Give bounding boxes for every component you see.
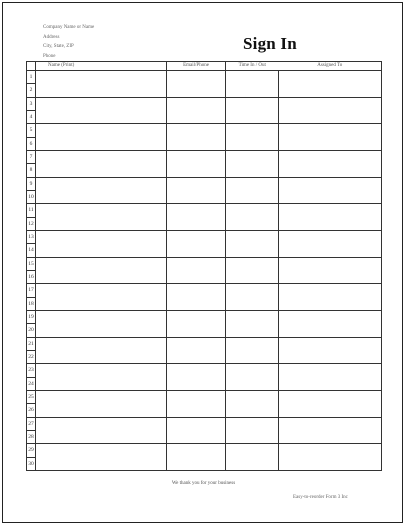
name-cell[interactable] (36, 150, 167, 177)
name-cell[interactable] (36, 177, 167, 204)
email-phone-cell[interactable] (167, 337, 226, 364)
row-number: 7 (27, 150, 36, 163)
assigned-cell[interactable] (279, 257, 382, 284)
time-cell[interactable] (226, 284, 279, 311)
table-body (27, 71, 382, 471)
signin-table (26, 61, 382, 471)
name-cell[interactable] (36, 337, 167, 364)
email-phone-cell[interactable] (167, 177, 226, 204)
table-row (27, 390, 382, 403)
table-row (27, 444, 382, 457)
email-phone-cell[interactable] (167, 444, 226, 471)
row-number: 5 (27, 124, 36, 137)
assigned-cell[interactable] (279, 97, 382, 124)
time-cell[interactable] (226, 204, 279, 231)
email-phone-cell[interactable] (167, 97, 226, 124)
table-header-row (27, 62, 382, 71)
row-number: 19 (27, 310, 36, 323)
assigned-cell[interactable] (279, 337, 382, 364)
row-number: 11 (27, 204, 36, 217)
table-row (27, 124, 382, 137)
email-phone-cell[interactable] (167, 257, 226, 284)
company-info (43, 23, 173, 61)
time-cell[interactable] (226, 97, 279, 124)
email-phone-cell[interactable] (167, 310, 226, 337)
table-row (27, 417, 382, 430)
assigned-cell[interactable] (279, 284, 382, 311)
name-cell[interactable] (36, 364, 167, 391)
time-cell[interactable] (226, 257, 279, 284)
name-cell[interactable] (36, 284, 167, 311)
row-number: 20 (27, 324, 36, 337)
table-row (27, 204, 382, 217)
company-name: Company Name or Name (43, 25, 95, 30)
name-cell[interactable] (36, 444, 167, 471)
table-row (27, 284, 382, 297)
row-number: 13 (27, 230, 36, 243)
name-cell[interactable] (36, 257, 167, 284)
table-row (27, 230, 382, 243)
page-title: Sign In (243, 34, 297, 53)
email-phone-cell[interactable] (167, 150, 226, 177)
time-cell[interactable] (226, 150, 279, 177)
time-cell[interactable] (226, 337, 279, 364)
reorder-note: Easy-to-reorder Form 3 Inc (293, 495, 348, 500)
row-number: 28 (27, 430, 36, 443)
name-cell[interactable] (36, 71, 167, 98)
email-phone-cell[interactable] (167, 390, 226, 417)
row-number: 12 (27, 217, 36, 230)
assigned-cell[interactable] (279, 204, 382, 231)
row-number: 27 (27, 417, 36, 430)
row-number: 29 (27, 444, 36, 457)
header-assigned: Assigned To (279, 62, 382, 71)
assigned-cell[interactable] (279, 310, 382, 337)
row-number: 4 (27, 110, 36, 123)
assigned-cell[interactable] (279, 177, 382, 204)
row-number: 25 (27, 390, 36, 403)
name-cell[interactable] (36, 204, 167, 231)
time-cell[interactable] (226, 364, 279, 391)
time-cell[interactable] (226, 124, 279, 151)
table-row (27, 150, 382, 163)
row-number: 2 (27, 84, 36, 97)
name-cell[interactable] (36, 417, 167, 444)
time-cell[interactable] (226, 310, 279, 337)
row-number: 15 (27, 257, 36, 270)
row-number: 1 (27, 71, 36, 84)
name-cell[interactable] (36, 97, 167, 124)
email-phone-cell[interactable] (167, 204, 226, 231)
email-phone-cell[interactable] (167, 284, 226, 311)
assigned-cell[interactable] (279, 390, 382, 417)
company-city: City, State, ZIP (43, 44, 74, 50)
row-number: 3 (27, 97, 36, 110)
name-cell[interactable] (36, 310, 167, 337)
row-number: 10 (27, 190, 36, 203)
table-row (27, 364, 382, 377)
assigned-cell[interactable] (279, 230, 382, 257)
table-row (27, 71, 382, 84)
email-phone-cell[interactable] (167, 417, 226, 444)
row-number: 18 (27, 297, 36, 310)
assigned-cell[interactable] (279, 71, 382, 98)
row-number: 17 (27, 284, 36, 297)
assigned-cell[interactable] (279, 150, 382, 177)
row-number: 30 (27, 457, 36, 470)
time-cell[interactable] (226, 444, 279, 471)
name-cell[interactable] (36, 124, 167, 151)
table-row (27, 257, 382, 270)
header-number (27, 62, 36, 71)
time-cell[interactable] (226, 390, 279, 417)
row-number: 24 (27, 377, 36, 390)
email-phone-cell[interactable] (167, 364, 226, 391)
table-row (27, 97, 382, 110)
assigned-cell[interactable] (279, 124, 382, 151)
assigned-cell[interactable] (279, 444, 382, 471)
name-cell[interactable] (36, 230, 167, 257)
email-phone-cell[interactable] (167, 124, 226, 151)
row-number: 9 (27, 177, 36, 190)
row-number: 26 (27, 404, 36, 417)
assigned-cell[interactable] (279, 364, 382, 391)
email-phone-cell[interactable] (167, 71, 226, 98)
assigned-cell[interactable] (279, 417, 382, 444)
table-row (27, 310, 382, 323)
email-phone-cell[interactable] (167, 230, 226, 257)
row-number: 23 (27, 364, 36, 377)
time-cell[interactable] (226, 177, 279, 204)
time-cell[interactable] (226, 230, 279, 257)
header-time: Time In / Out (226, 62, 279, 71)
table-row (27, 337, 382, 350)
footer-thanks: We thank you for your business (171, 481, 236, 486)
time-cell[interactable] (226, 417, 279, 444)
name-cell[interactable] (36, 390, 167, 417)
time-cell[interactable] (226, 71, 279, 98)
row-number: 8 (27, 164, 36, 177)
row-number: 16 (27, 270, 36, 283)
row-number: 21 (27, 337, 36, 350)
row-number: 14 (27, 244, 36, 257)
company-address: Address (43, 34, 60, 40)
header-name: Name (Print) (36, 62, 167, 71)
table-row (27, 177, 382, 190)
row-number: 22 (27, 350, 36, 363)
header-email-phone: Email/Phone (167, 62, 226, 71)
row-number: 6 (27, 137, 36, 150)
company-phone: Phone (43, 53, 56, 59)
